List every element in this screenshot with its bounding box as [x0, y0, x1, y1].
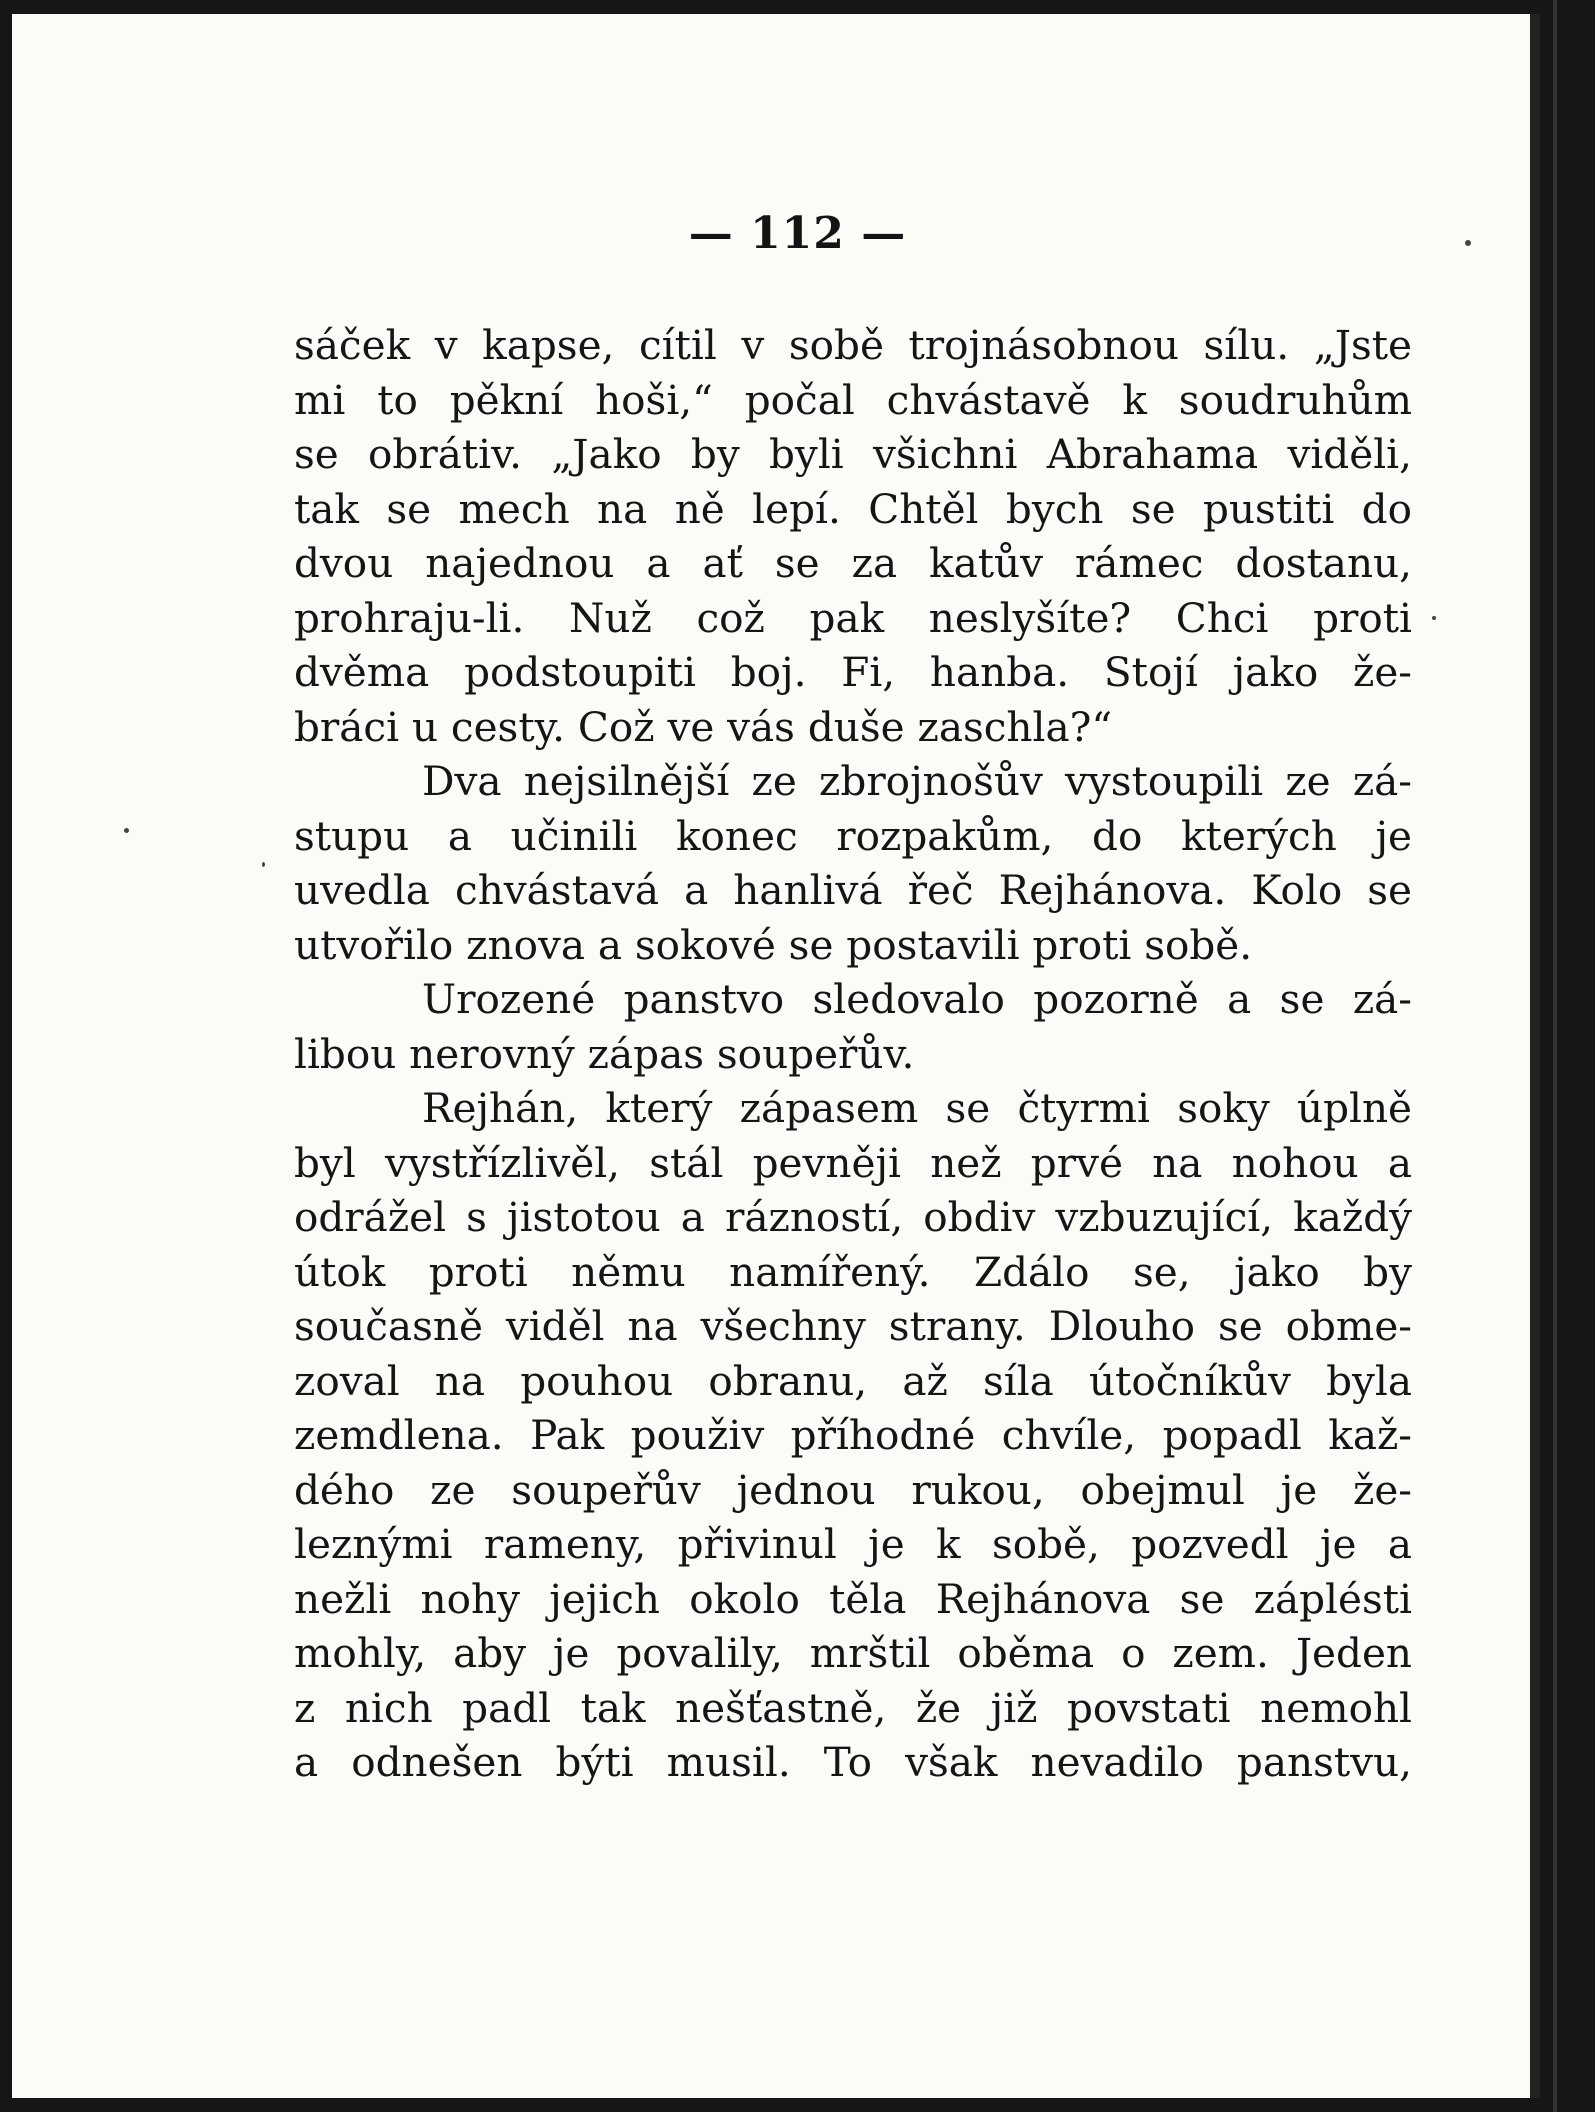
- text-line: a odnešen býti musil. To však nevadilo panstvu,: [294, 1738, 1412, 1786]
- text-line: nežli nohy jejich okolo těla Rejhánova se záplésti: [294, 1574, 1412, 1623]
- text-line: z nich padl tak nešťastně, že již povstati nemohl: [294, 1683, 1412, 1732]
- text-line: Dva nejsilnější ze zbrojnošův vystoupili ze zá-: [422, 757, 1412, 805]
- text-line: byl vystřízlivěl, stál pevněji než prvé na nohou a: [294, 1138, 1412, 1187]
- text-line: leznými rameny, přivinul je k sobě, pozvedl je a: [294, 1520, 1412, 1568]
- text-line: uvedla chvástavá a hanlivá řeč Rejhánova. Kolo se: [294, 866, 1412, 914]
- text-line: Rejhán, který zápasem se čtyrmi soky úplně: [422, 1084, 1412, 1132]
- text-line: utvořilo znova a sokové se postavili proti sobě.: [294, 920, 1253, 969]
- page-edge-shadow: [1553, 0, 1557, 2112]
- text-line: sáček v kapse, cítil v sobě trojnásobnou sílu. „Jste: [294, 321, 1412, 369]
- scan-speck: [124, 828, 129, 833]
- text-line: mi to pěkní hoši,“ počal chvástavě k soudruhům: [294, 375, 1412, 424]
- text-line: libou nerovný zápas soupeřův.: [294, 1029, 915, 1078]
- text-line: útok proti němu namířený. Zdálo se, jako by: [294, 1247, 1412, 1296]
- text-line: odrážel s jistotou a rázností, obdiv vzbuzující, každý: [294, 1193, 1412, 1241]
- text-line: mohly, aby je povalily, mrštil oběma o zem. Jeden: [294, 1629, 1412, 1677]
- scan-speck: [262, 862, 265, 867]
- body-text: [294, 318, 1412, 1790]
- text-line: bráci u cesty. Což ve vás duše zaschla?“: [294, 702, 1113, 751]
- text-line: stupu a učinili konec rozpakům, do kterých je: [294, 811, 1412, 860]
- text-line: dvěma podstoupiti boj. Fi, hanba. Stojí jako že-: [294, 648, 1412, 696]
- text-line: současně viděl na všechny strany. Dlouho se obme-: [294, 1302, 1412, 1350]
- text-line: dvou najednou a ať se za katův rámec dostanu,: [294, 539, 1412, 587]
- text-line: se obrátiv. „Jako by byli všichni Abrahama viděli,: [294, 430, 1412, 478]
- scan-speck: [1432, 616, 1436, 620]
- text-line: zemdlena. Pak použiv příhodné chvíle, popadl kaž-: [294, 1411, 1412, 1459]
- text-line: zoval na pouhou obranu, až síla útočníkův byla: [294, 1356, 1412, 1405]
- text-line: prohraju-li. Nuž což pak neslyšíte? Chci proti: [294, 593, 1412, 642]
- text-line: tak se mech na ně lepí. Chtěl bych se pustiti do: [294, 484, 1412, 533]
- text-line: Urozené panstvo sledovalo pozorně a se zá-: [422, 975, 1412, 1023]
- text-line: dého ze soupeřův jednou rukou, obejmul je že-: [294, 1465, 1412, 1514]
- page-number: — 112 —: [688, 208, 907, 259]
